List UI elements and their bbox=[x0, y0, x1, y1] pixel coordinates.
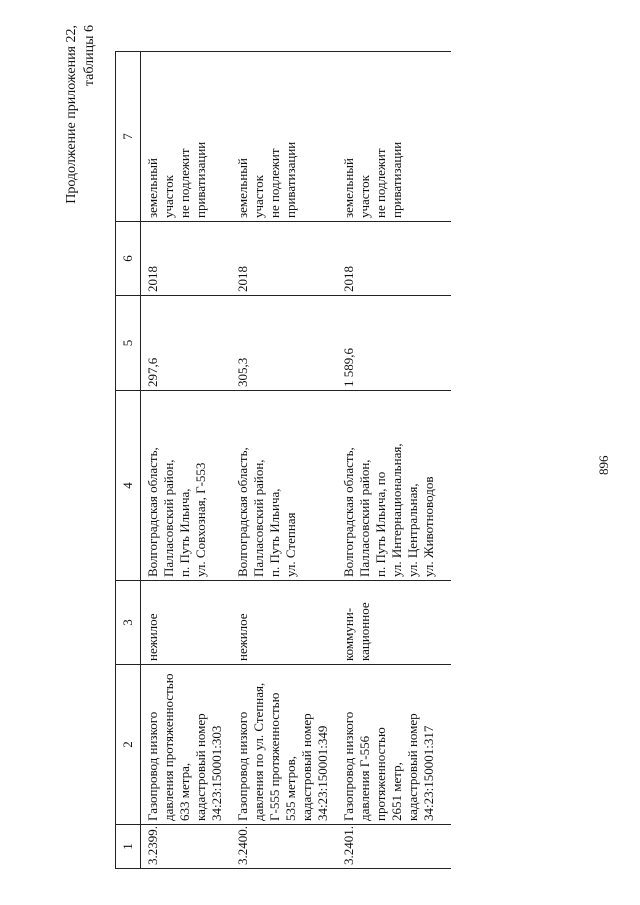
object-note: земельный участок не подлежит приватизации bbox=[231, 52, 337, 222]
column-header: 6 bbox=[116, 222, 141, 296]
object-value: 1 589,6 bbox=[337, 296, 451, 391]
header-row bbox=[116, 52, 141, 869]
column-header: 3 bbox=[116, 581, 141, 665]
object-year: 2018 bbox=[141, 222, 232, 296]
object-address: Волгоградская область, Палласовский район, п. Путь Ильича, ул. Степная bbox=[231, 391, 337, 581]
object-address: Волгоградская область, Палласовский район, п. Путь Ильича, ул. Совхозная, Г-553 bbox=[141, 391, 232, 581]
appendix-note bbox=[63, 25, 99, 265]
row-number: 3.2400. bbox=[231, 825, 337, 869]
column-header: 1 bbox=[116, 825, 141, 869]
object-type: коммуни- кационное bbox=[337, 581, 451, 665]
row-number: 3.2399. bbox=[141, 825, 232, 869]
table-row bbox=[337, 52, 451, 869]
column-header: 5 bbox=[116, 296, 141, 391]
appendix-note-line-2: таблицы 6 bbox=[82, 25, 97, 87]
property-table bbox=[115, 51, 451, 869]
column-header: 4 bbox=[116, 391, 141, 581]
object-note: земельный участок не подлежит приватизации bbox=[141, 52, 232, 222]
object-name: Газопровод низкого давления по ул. Степная, Г-555 протяженностью 535 метров, кадастровый номер 34:23:150001:349 bbox=[231, 665, 337, 825]
object-type: нежилое bbox=[141, 581, 232, 665]
table-row bbox=[141, 52, 232, 869]
column-header: 2 bbox=[116, 665, 141, 825]
column-header: 7 bbox=[116, 52, 141, 222]
object-year: 2018 bbox=[337, 222, 451, 296]
table-row bbox=[231, 52, 337, 869]
page-number: 896 bbox=[596, 455, 611, 475]
object-year: 2018 bbox=[231, 222, 337, 296]
appendix-note-line-1: Продолжение приложения 22, bbox=[64, 25, 79, 204]
row-number: 3.2401. bbox=[337, 825, 451, 869]
object-name: Газопровод низкого давления протяженностью 633 метра, кадастровый номер 34:23:150001:303 bbox=[141, 665, 232, 825]
object-name: Газопровод низкого давления Г-556 протяженностью 2651 метр, кадастровый номер 34:23:150001:317 bbox=[337, 665, 451, 825]
object-value: 297,6 bbox=[141, 296, 232, 391]
object-note: земельный участок не подлежит приватизации bbox=[337, 52, 451, 222]
object-address: Волгоградская область, Палласовский район, п. Путь Ильича, по ул. Интернациональная, ул. Центральная, ул. Животноводов bbox=[337, 391, 451, 581]
object-value: 305,3 bbox=[231, 296, 337, 391]
object-type: нежилое bbox=[231, 581, 337, 665]
